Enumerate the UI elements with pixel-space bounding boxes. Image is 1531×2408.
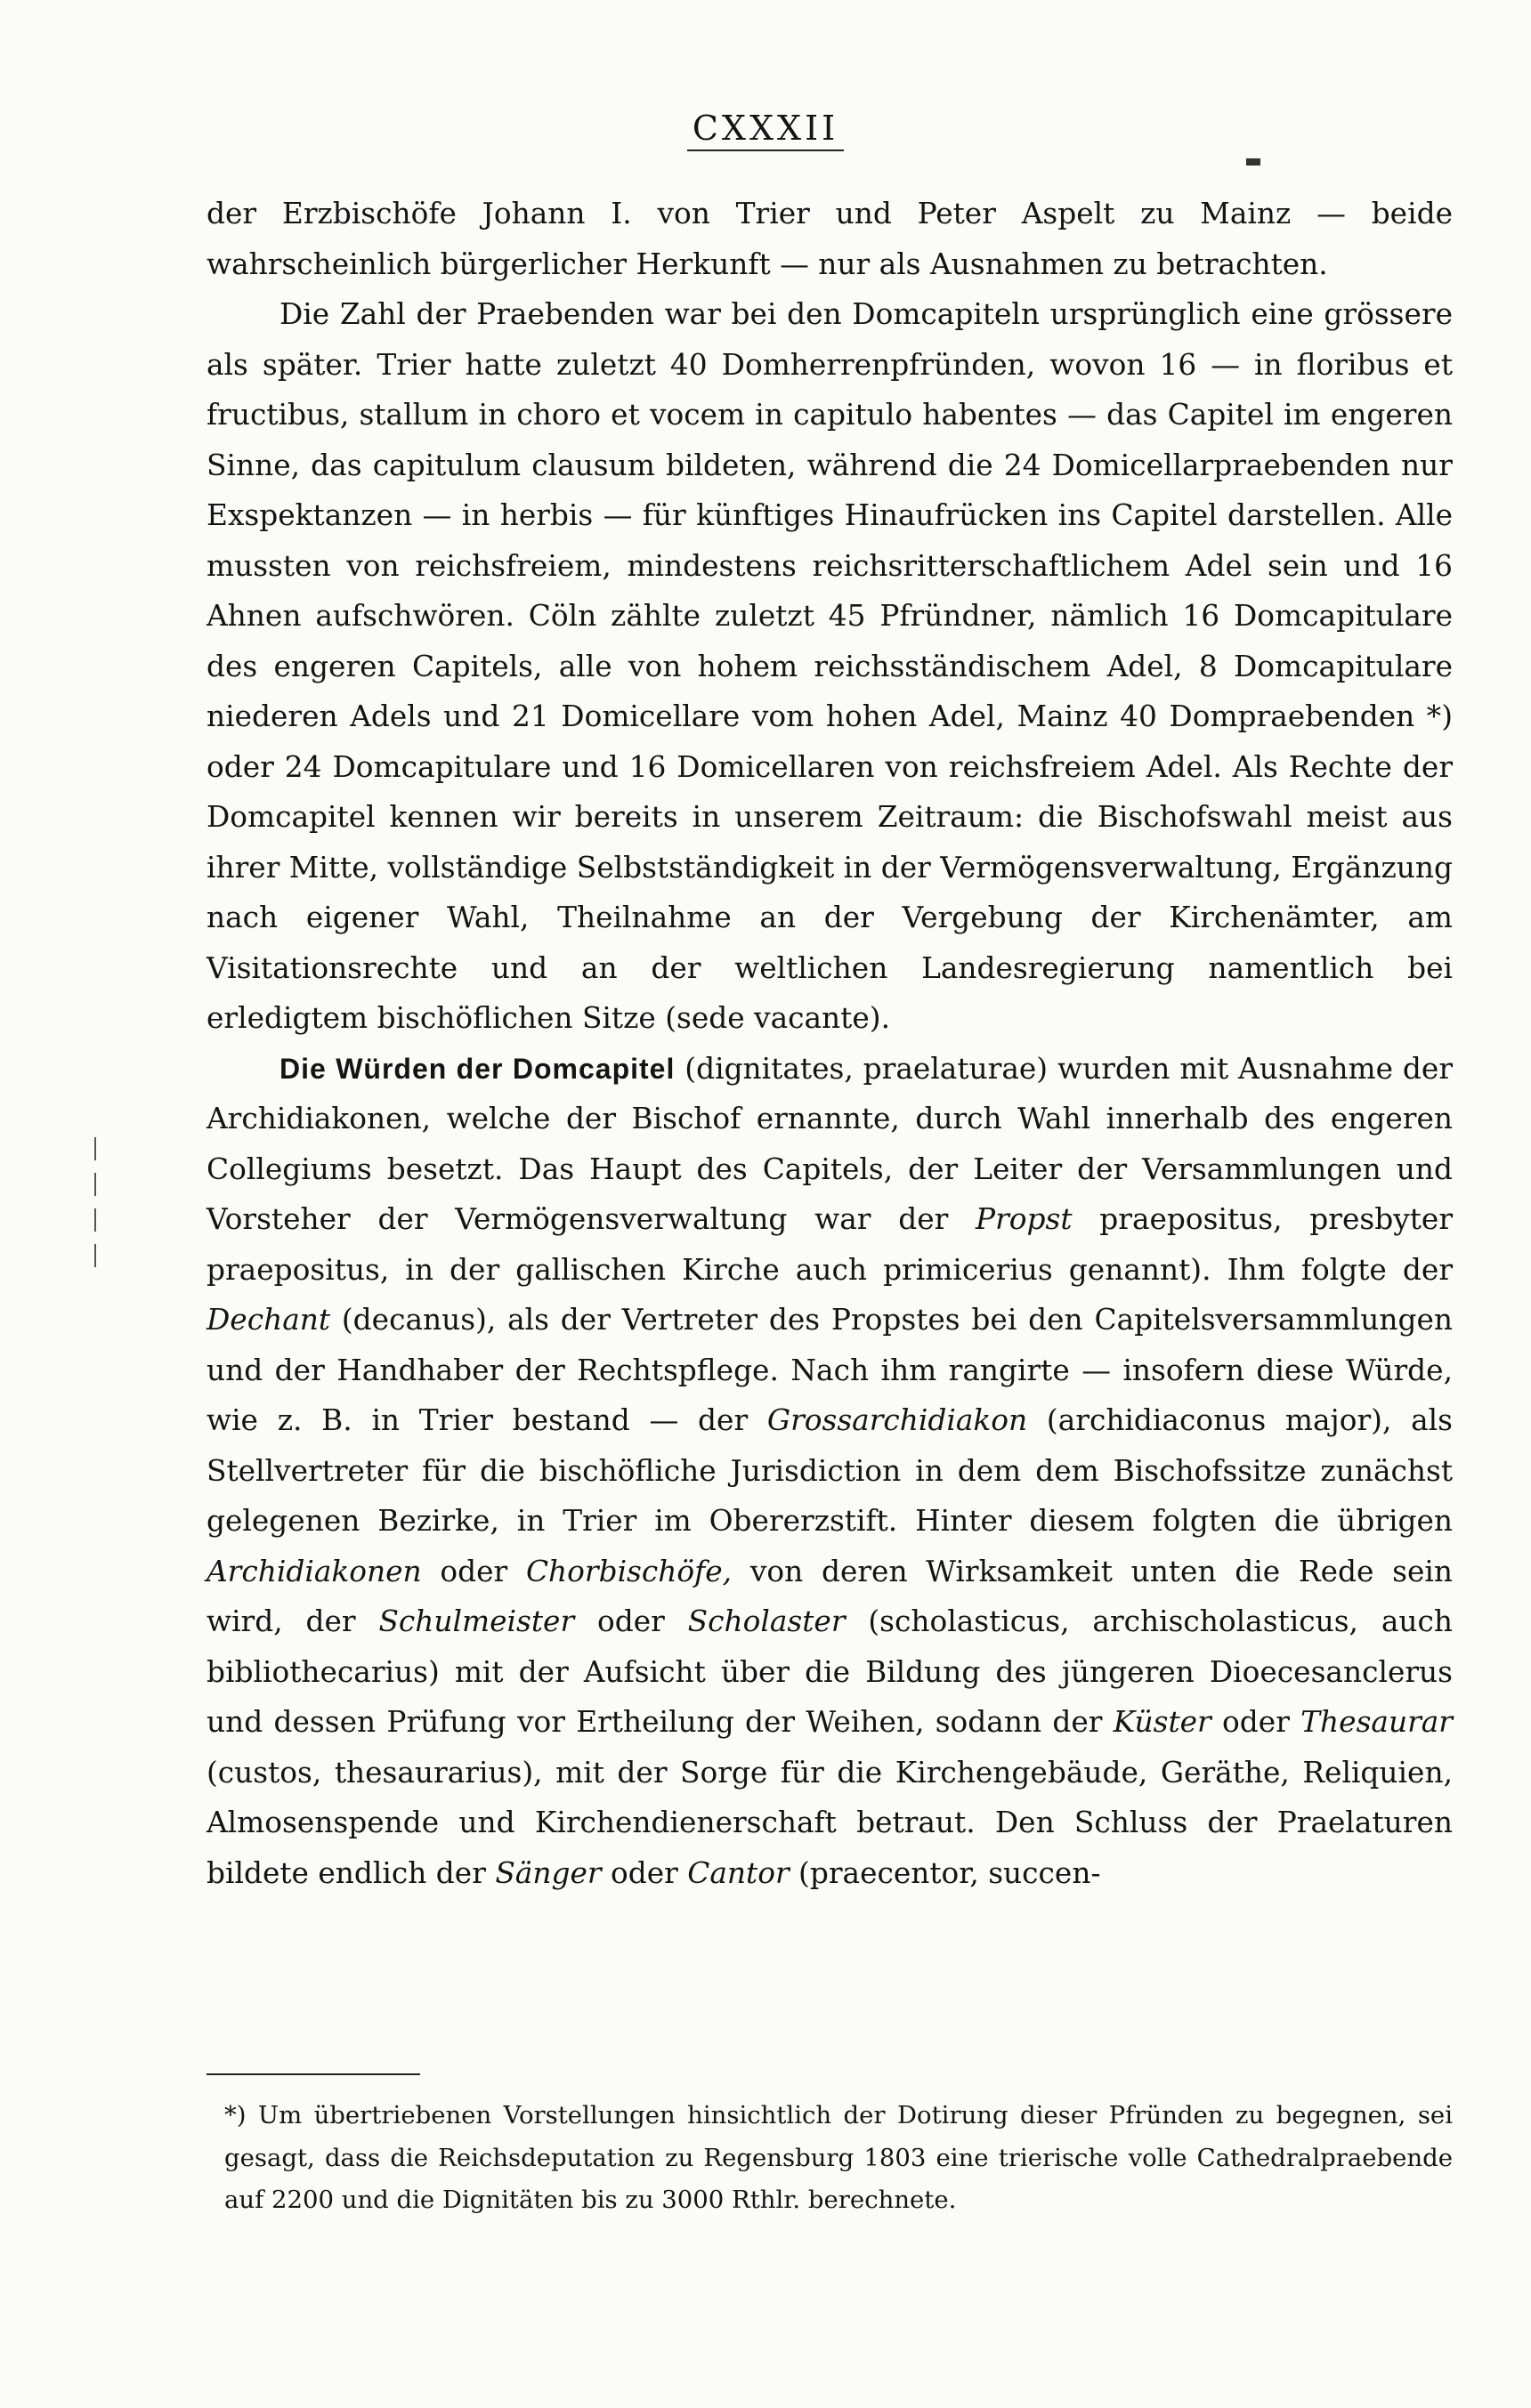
page-number: CXXXII xyxy=(0,109,1531,148)
main-text xyxy=(207,189,1453,1898)
ink-mark xyxy=(1246,158,1260,166)
paragraph-3: Die Würden der Domcapitel (dignitates, praelaturae) wurden mit Ausnahme der Archidiakonen, welche der Bischof ernannte, durch Wahl innerhalb des engeren Collegiums besetzt. Das Haupt des Capitels, der Leiter der Versammlungen und Vorsteher der Vermögensverwaltung war der Propst praepositus, presbyter praepositus, in der gallischen Kirche auch primicerius genannt). Ihm folgte der Dechant (decanus), als der Vertreter des Propstes bei den Capitelsversammlungen und der Handhaber der Rechtspflege. Nach ihm rangirte — insofern diese Würde, wie z. B. in Trier bestand — der Grossarchidiakon (archidiaconus major), als Stellvertreter für die bischöfliche Jurisdiction in dem dem Bischofssitze zunächst gelegenen Bezirke, in Trier im Obererzstift. Hinter diesem folgten die übrigen Archidiakonen oder Chorbischöfe, von deren Wirksamkeit unten die Rede sein wird, der Schulmeister oder Scholaster (scholasticus, archischolasticus, auch bibliothecarius) mit der Aufsicht über die Bildung des jüngeren Dioecesanclerus und dessen Prüfung vor Ertheilung der Weihen, sodann der Küster oder Thesaurar (custos, thesaurarius), mit der Sorge für die Kirchengebäude, Geräthe, Reliquien, Almosenspende und Kirchendienerschaft betraut. Den Schluss der Praelaturen bildete endlich der Sänger oder Cantor (praecentor, succen- xyxy=(207,1051,1454,1890)
footnote-rule xyxy=(207,2073,420,2075)
margin-marks xyxy=(89,1130,107,1290)
paragraph-1: der Erzbischöfe Johann I. von Trier und Peter Aspelt zu Mainz — beide wahrscheinlich bürgerlicher Herkunft — nur als Ausnahmen zu betrachten. xyxy=(207,197,1453,281)
paragraph-2: Die Zahl der Praebenden war bei den Domcapiteln ursprünglich eine grössere als später. Trier hatte zuletzt 40 Domherrenpfründen, wovon 16 — in floribus et fructibus, stallum in choro et vocem in capitulo habentes — das Capitel im engeren Sinne, das capitulum clausum bildeten, während die 24 Domicellarpraebenden nur Exspektanzen — in herbis — für künftiges Hinaufrücken ins Capitel darstellen. Alle mussten von reichsfreiem, mindestens reichsritterschaftlichem Adel sein und 16 Ahnen aufschwören. Cöln zählte zuletzt 45 Pfründner, nämlich 16 Domcapitulare des engeren Capitels, alle von hohem reichsständischem Adel, 8 Domcapitulare niederen Adels und 21 Domicellare vom hohen Adel, Mainz 40 Dompraebenden *) oder 24 Domcapitulare und 16 Domicellaren von reichsfreiem Adel. Als Rechte der Domcapitel kennen wir bereits in unserem Zeitraum: die Bischofswahl meist aus ihrer Mitte, vollständige Selbstständigkeit in der Vermögensverwaltung, Ergänzung nach eigener Wahl, Theilnahme an der Vergebung der Kirchenämter, am Visitationsrechte und an der weltlichen Landesregierung namentlich bei erledigtem bischöflichen Sitze (sede vacante). xyxy=(207,297,1453,1035)
section-heading: Die Würden der Domcapitel xyxy=(279,1052,676,1085)
footnote: *) Um übertriebenen Vorstellungen hinsichtlich der Dotirung dieser Pfründen zu begegnen, sei gesagt, dass die Reichsdeputation zu Regensburg 1803 eine trierische volle Cathedralpraebende auf 2200 und die Dignitäten bis zu 3000 Rthlr. berechnete. xyxy=(224,2101,1453,2214)
